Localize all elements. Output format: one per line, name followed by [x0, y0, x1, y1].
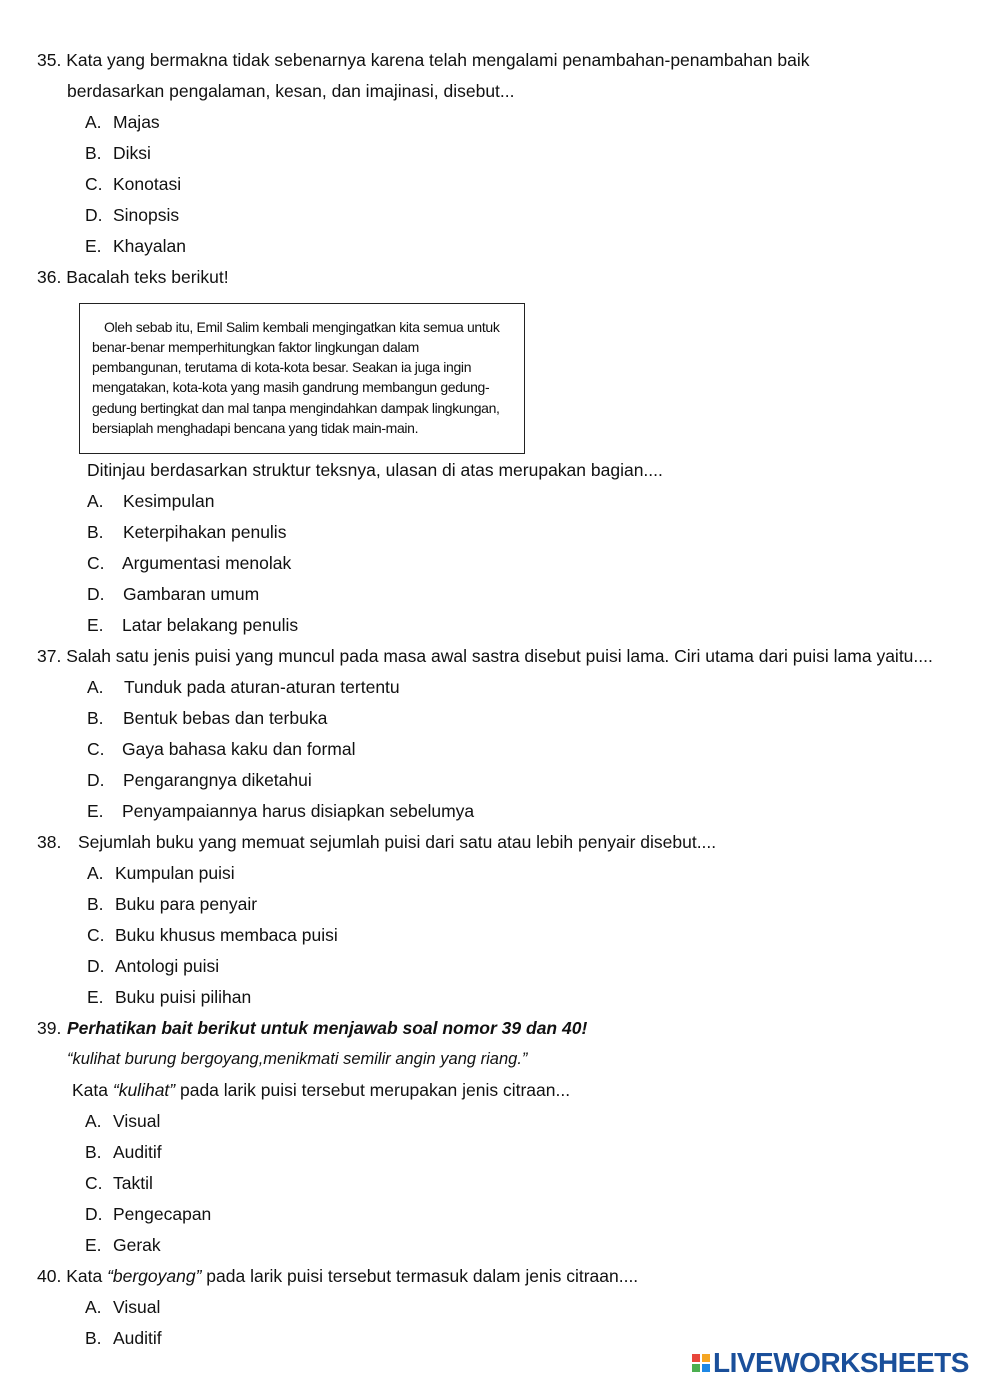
q36-box-line-3: pembangunan, terutama di kota-kota besar. Seakan ia juga ingin [92, 359, 472, 375]
q39-option-a[interactable]: A. Visual [85, 1111, 161, 1131]
q37-option-e[interactable]: E. Penyampaiannya harus disiapkan sebelumya [87, 801, 475, 821]
q36-box-line-5: gedung bertingkat dan mal tanpa mengindahkan dampak lingkungan, [92, 400, 500, 416]
q40-option-a[interactable]: A. Visual [85, 1297, 161, 1317]
q36-option-b[interactable]: B. Keterpihakan penulis [87, 522, 287, 542]
q39-option-d[interactable]: D. Pengecapan [85, 1204, 212, 1224]
q40-stem: 40. Kata “bergoyang” pada larik puisi tersebut termasuk dalam jenis citraan.... [37, 1266, 639, 1286]
q40-option-b[interactable]: B. Auditif [85, 1328, 162, 1348]
q36-option-e[interactable]: E. Latar belakang penulis [87, 615, 299, 635]
q39-question: Kata “kulihat” pada larik puisi tersebut merupakan jenis citraan... [72, 1080, 571, 1100]
q36-box-line-6: bersiaplah menghadapi bencana yang tidak main-main. [92, 420, 419, 436]
q39-number: 39. [37, 1018, 62, 1038]
q37-option-b[interactable]: B. Bentuk bebas dan terbuka [87, 708, 328, 728]
q38-option-b[interactable]: B. Buku para penyair [87, 894, 258, 914]
q36-box-line-2: benar-benar memperhitungkan faktor lingkungan dalam [92, 339, 419, 355]
logo-text: LIVEWORKSHEETS [713, 1347, 969, 1378]
q38-option-d[interactable]: D. Antologi puisi [87, 956, 220, 976]
q38-number: 38. [37, 832, 62, 852]
q39-instruction: Perhatikan bait berikut untuk menjawab soal nomor 39 dan 40! [67, 1018, 588, 1038]
q38-stem [37, 831, 716, 853]
q35-option-c[interactable]: C. Konotasi [85, 174, 182, 194]
q38-option-c[interactable]: C. Buku khusus membaca puisi [87, 925, 338, 945]
q36-option-d[interactable]: D. Gambaran umum [87, 584, 260, 604]
q36-option-a[interactable]: A. Kesimpulan [87, 491, 215, 511]
q39-option-b[interactable]: B. Auditif [85, 1142, 162, 1162]
logo-mark-icon [692, 1354, 710, 1372]
q37-option-a[interactable]: A. Tunduk pada aturan-aturan tertentu [87, 677, 400, 697]
q38-text: Sejumlah buku yang memuat sejumlah puisi dari satu atau lebih penyair disebut.... [78, 832, 717, 852]
q36-option-c[interactable]: C. Argumentasi menolak [87, 553, 292, 573]
q37-stem: 37. Salah satu jenis puisi yang muncul pada masa awal sastra disebut puisi lama. Ciri utama dari puisi lama yaitu.... [37, 646, 933, 666]
q36-box-line-1: Oleh sebab itu, Emil Salim kembali mengingatkan kita semua untuk [104, 319, 500, 335]
q39-option-e[interactable]: E. Gerak [85, 1235, 161, 1255]
q36-question: Ditinjau berdasarkan struktur teksnya, ulasan di atas merupakan bagian.... [87, 460, 663, 480]
liveworksheets-logo [692, 1348, 969, 1378]
q37-option-d[interactable]: D. Pengarangnya diketahui [87, 770, 312, 790]
q35-stem-line1: 35. Kata yang bermakna tidak sebenarnya karena telah mengalami penambahan-penambahan baik [37, 50, 810, 70]
q38-option-e[interactable]: E. Buku puisi pilihan [87, 987, 252, 1007]
q35-option-e[interactable]: E. Khayalan [85, 236, 186, 256]
q35-option-b[interactable]: B. Diksi [85, 143, 151, 163]
q39-option-c[interactable]: C. Taktil [85, 1173, 153, 1193]
q38-option-a[interactable]: A. Kumpulan puisi [87, 863, 235, 883]
q36-box-line-4: mengatakan, kota-kota yang masih gandrung membangun gedung- [92, 379, 490, 395]
q36-stem: 36. Bacalah teks berikut! [37, 267, 229, 287]
q35-option-d[interactable]: D. Sinopsis [85, 205, 180, 225]
q39-quote: “kulihat burung bergoyang,menikmati semilir angin yang riang.” [67, 1050, 528, 1068]
q39-instruction-line [37, 1017, 587, 1039]
q35-option-a[interactable]: A. Majas [85, 112, 160, 132]
q35-stem-line2: berdasarkan pengalaman, kesan, dan imajinasi, disebut... [67, 81, 515, 101]
q37-option-c[interactable]: C. Gaya bahasa kaku dan formal [87, 739, 356, 759]
